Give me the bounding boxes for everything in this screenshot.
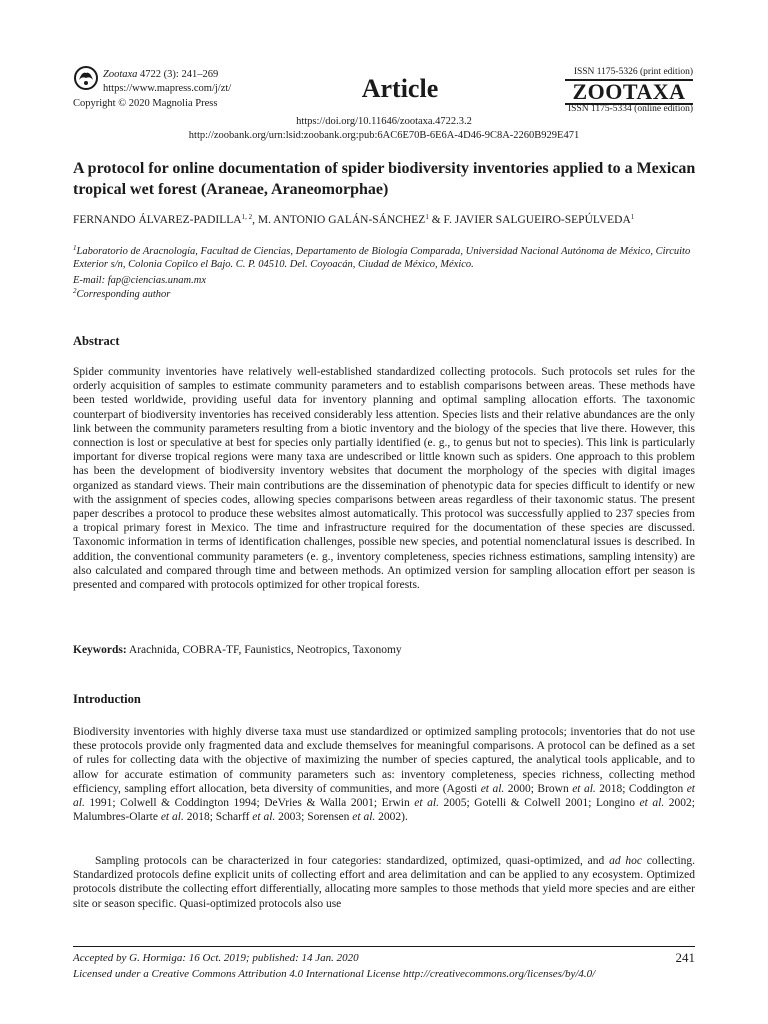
- contact-email: E-mail: fap@ciencias.unam.mx: [73, 275, 207, 286]
- text-run: 2005; Gotelli & Colwell 2001; Longino: [438, 797, 640, 810]
- abstract-text: Spider community inventories have relatively well-established standardized collecting protocols. Such protocols set rules for the orderly acquisition of samples to estimate community parameters and to establish comparisons between areas. These methods have been tested worldwide, providing useful data for inventory planning and optimal sampling allocation efforts. The taxonomic counterpart of biodiversity inventories has received considerably less attention. Species lists and their relative abundances are the only link between the community parameters resulting from a biotic inventory and the biology of the species that live there. However, this connection is lost or speculative at best for species only partially identified (e. g., to genus but not to species). This link is particularly important for diverse tropical regions were many taxa are undescribed or little known such as spiders. One approach to this problem has been the development of biodiversity inventory websites that document the morphology of the species with digital images organized as standard views. Their main contributions are the dissemination of phenotypic data for species difficult to identify or new with the assignment of species codes, allowing species comparisons between areas regardless of their taxonomic status. The present paper describes a protocol to produce these websites almost automatically. This protocol was successfully applied to 237 species from a tropical primary forest in Mexico. The time and infrastructure required for the documentation of these species are discussed. Taxonomic information in terms of identification challenges, possible new species, and potential nomenclatural issues is described. In addition, the conventional community parameters (e. g., inventory completeness, species richness estimations, sampling intensity) are also calculated and compared through time and between methods. An optimized version for sampling allocation effort per season is presented and compared with protocols optimized for other tropical forests.: [73, 366, 695, 592]
- et-al: et al.: [252, 811, 276, 824]
- corresponding-author-note: [73, 288, 699, 301]
- issn-print: ISSN 1175-5326 (print edition): [573, 67, 693, 77]
- acceptance-note: Accepted by G. Hormiga: 16 Oct. 2019; published: 14 Jan. 2020: [73, 952, 359, 964]
- author-affiliation-marker: 1, 2: [241, 213, 253, 221]
- journal-volume: 4722 (3): 241–269: [137, 69, 219, 80]
- author-separator: &: [428, 214, 444, 226]
- paper-title: A protocol for online documentation of spider biodiversity inventories applied to a Mexican tropical wet forest (Araneae, Araneomorphae): [73, 160, 696, 198]
- text-run: 2000; Brown: [504, 782, 573, 795]
- text-run: 2003; Sorensen: [275, 811, 353, 824]
- text-run: 2002; Malumbres-Olarte: [73, 797, 695, 824]
- text-run: Biodiversity inventories with highly diverse taxa must use standardized or optimized sampling protocols; inventories that do not use these protocols provide only fragmented data and exclude themselves for meaningful comparisons. A protocol can be defined as a set of rules for collecting data with the objective of maximizing the number of species captured, the analytical tools applicable, and to allow for accurate estimation of community parameters such as: inventory completeness, species richness, collecting method efficiency, sampling effort allocation, beta diversity of communities, and more (Agosti: [73, 726, 695, 795]
- zootaxa-brand: ZOOTAXA: [565, 79, 693, 105]
- author-name: M. ANTONIO GALÁN-SÁNCHEZ: [257, 214, 426, 226]
- zoobank-lsid-link[interactable]: http://zoobank.org/urn:lsid:zoobank.org:pub:6AC6E70B-6E6A-4D46-9C8A-2260B929E471: [188, 130, 580, 141]
- et-al: et al.: [73, 782, 696, 810]
- keywords-line: [73, 643, 695, 657]
- et-al: et al.: [572, 782, 596, 795]
- license-notice: Licensed under a Creative Commons Attribution 4.0 International License http://creativecommons.org/licenses/by/4.0/: [73, 968, 596, 980]
- issn-online: ISSN 1175-5334 (online edition): [568, 104, 693, 114]
- corresponding-text: Corresponding author: [76, 289, 171, 300]
- affiliation-text: Laboratorio de Aracnología, Facultad de Ciencias, Departamento de Biología Comparada, Universidad Nacional Autónoma de México, Circuito Exterior s/n, Colonia Copilco el Bajo. C. P. 04510. Del. Coyoacán, Ciudad de México, México.: [73, 246, 691, 270]
- text-run: 2018; Coddington: [595, 782, 687, 795]
- author-name: F. JAVIER SALGUEIRO-SEPÚLVEDA: [443, 214, 631, 226]
- affiliation-marker: 1: [73, 244, 77, 252]
- author-list: [73, 213, 699, 228]
- copyright-notice: Copyright © 2020 Magnolia Press: [73, 98, 218, 109]
- introduction-paragraph-2: [73, 854, 695, 911]
- text-run: 2018; Scharff: [183, 811, 253, 824]
- open-access-logo: [73, 65, 99, 91]
- introduction-heading: Introduction: [73, 692, 141, 706]
- text-run: 1991; Colwell & Coddington 1994; DeVries & Walla 2001; Erwin: [84, 797, 415, 810]
- abstract-heading: Abstract: [73, 334, 120, 348]
- affiliation-address: [73, 245, 699, 271]
- text-run: collecting. Standardized protocols define explicit units of collecting effort and area delimitation and can be applied to any ecosystem. Optimized protocols distribute the collecting effort differentially, allocating more samples to those methods that yield more species and are either site or season specific. Quasi-optimized protocols also use: [73, 855, 696, 910]
- corresponding-marker: 2: [73, 287, 77, 295]
- et-al: et al.: [414, 797, 439, 810]
- text-run: 2002).: [375, 811, 408, 824]
- article-type-label: Article: [361, 74, 439, 103]
- doi-link[interactable]: https://doi.org/10.11646/zootaxa.4722.3.2: [296, 116, 472, 127]
- et-al: et al.: [352, 811, 376, 824]
- journal-url-link[interactable]: https://www.mapress.com/j/zt/: [103, 83, 232, 94]
- text-run: Sampling protocols can be characterized in four categories: standardized, optimized, quasi-optimized, and: [95, 855, 610, 867]
- footer-divider: [73, 946, 695, 947]
- author-affiliation-marker: 1: [630, 213, 635, 221]
- et-al: et al.: [480, 782, 505, 795]
- keywords-label: Keywords:: [73, 644, 127, 656]
- et-al: et al.: [160, 811, 184, 824]
- keywords-text: Arachnida, COBRA-TF, Faunistics, Neotropics, Taxonomy: [126, 644, 402, 656]
- page-number: 241: [675, 950, 695, 965]
- journal-reference: [103, 68, 218, 81]
- author-separator: ,: [252, 214, 258, 226]
- author-name: FERNANDO ÁLVAREZ-PADILLA: [73, 214, 242, 226]
- ad-hoc: ad hoc: [609, 855, 642, 867]
- et-al: et al.: [639, 797, 665, 810]
- author-affiliation-marker: 1: [425, 213, 429, 221]
- journal-name: Zootaxa: [103, 69, 138, 80]
- introduction-paragraph-1: [73, 725, 695, 824]
